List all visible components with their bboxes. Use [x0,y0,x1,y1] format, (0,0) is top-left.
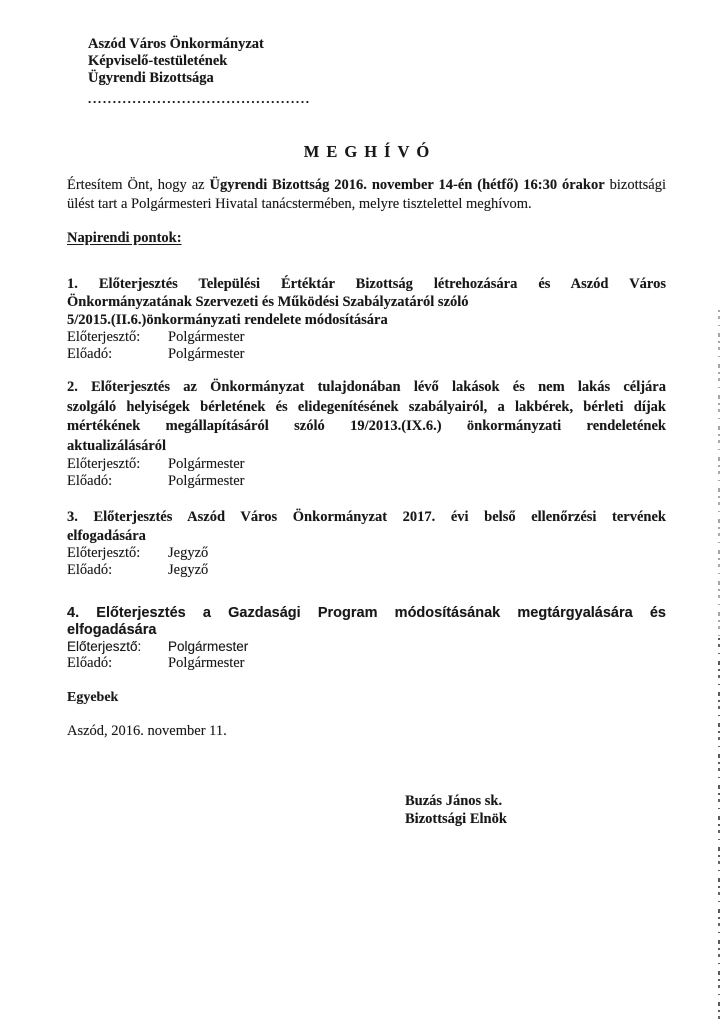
item-4-title-line-1: 4. Előterjesztés a Gazdasági Program módosításának megtárgyalására és elfogadására [67,605,666,638]
sender-line-2: Képviselő-testületének [88,53,228,69]
lecturer-value: Jegyző [168,562,209,578]
lecturer-value: Polgármester [168,655,245,671]
item-2-title-line-1: 2. Előterjesztés az Önkormányzat tulajdonában lévő lakások és nem lakás céljára [67,379,666,395]
scan-artifact-line-bottom [718,638,720,1024]
item-1-lecturer-row [67,346,666,363]
lecturer-label: Előadó: [67,562,113,578]
other-items-heading: Egyebek [67,690,119,705]
agenda-item-4 [67,605,666,672]
presenter-value: Polgármester [168,329,245,345]
lecturer-label: Előadó: [67,655,113,671]
signature-role: Bizottsági Elnök [405,811,507,827]
item-3-presenter-row [67,545,666,562]
presenter-label: Előterjesztő: [67,639,142,654]
sender-line-1: Aszód Város Önkormányzat [88,36,264,52]
agenda-heading: Napirendi pontok: [67,230,182,246]
item-1-presenter-row [67,329,666,346]
dotted-separator: ............................................. [88,91,311,106]
intro-text-after: bizottsági ülést tart a Polgármesteri Hivatal tanácstermében, melyre tisztelettel meghívom. [67,177,666,212]
item-3-title-line-1: 3. Előterjesztés Aszód Város Önkormányzat 2017. évi belső ellenőrzési tervének [67,509,666,525]
item-4-presenter-row [67,639,666,655]
item-3-lecturer-row [67,562,666,579]
intro-text-bold: Ügyrendi Bizottság 2016. november 14-én (hétfő) 16:30 órakor [209,177,605,193]
agenda-item-1 [67,275,666,363]
item-4-lecturer-row [67,655,666,672]
presenter-label: Előterjesztő: [67,456,141,472]
presenter-value: Polgármester [168,456,245,472]
item-3-title-line-2: elfogadására [67,527,146,544]
intro-paragraph [67,176,666,214]
signature-block [405,792,666,828]
scan-artifact-line-top [718,310,720,638]
intro-text-before: Értesítem Önt, hogy az [67,177,210,193]
presenter-value: Jegyző [168,545,209,561]
lecturer-value: Polgármester [168,346,245,362]
item-2-title-line-2: szolgáló helyiségek bérletének és elidegenítésének szabályairól, a lakbérek, bérleti díjak [67,398,666,415]
presenter-label: Előterjesztő: [67,545,141,561]
dateline: Aszód, 2016. november 11. [67,723,227,739]
item-2-presenter-row [67,456,666,473]
item-1-title-line-2: Önkormányzatának Szervezeti és Működési Szabályzatáról szóló [67,294,469,310]
presenter-value: Polgármester [168,639,249,654]
lecturer-value: Polgármester [168,473,245,489]
agenda-item-2 [67,378,666,490]
lecturer-label: Előadó: [67,346,113,362]
document-title: MEGHÍVÓ [303,142,437,161]
lecturer-label: Előadó: [67,473,113,489]
signature-name: Buzás János sk. [405,793,503,809]
item-2-lecturer-row [67,473,666,490]
item-1-title-line-3: 5/2015.(II.6.)önkormányzati rendelete módosítására [67,312,388,328]
item-1-title-line-1: 1. Előterjesztés Települési Értéktár Bizottság létrehozására és Aszód Város [67,276,666,292]
item-2-title-line-3: mértékének megállapításáról szóló 19/2013.(IX.6.) önkormányzati rendeletének [67,418,666,434]
item-2-title-line-4: aktualizálásáról [67,437,167,454]
sender-line-3: Ügyrendi Bizottsága [88,70,214,86]
sender-block [88,36,666,87]
presenter-label: Előterjesztő: [67,329,141,345]
agenda-item-3 [67,508,666,579]
